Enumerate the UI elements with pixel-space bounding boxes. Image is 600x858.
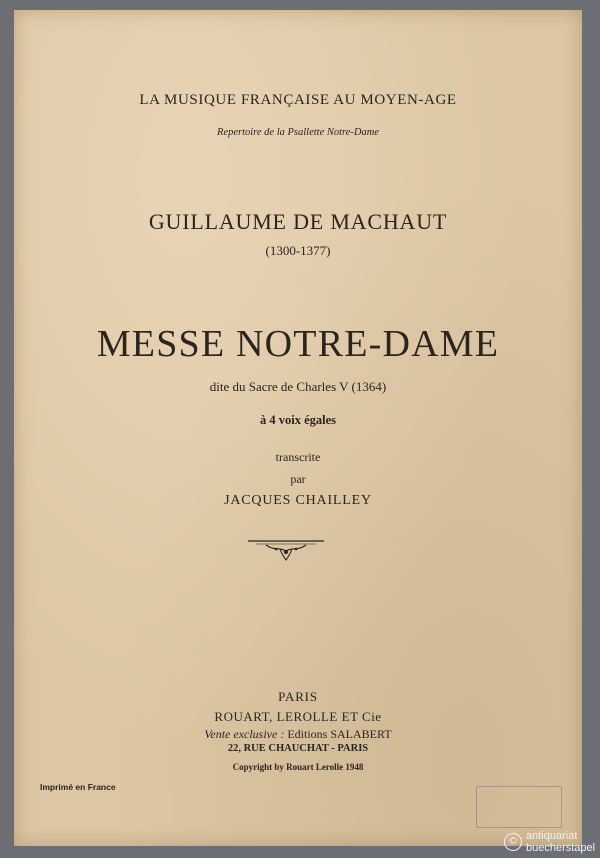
voicing: à 4 voix égales [259,413,337,427]
library-stamp [476,786,562,828]
watermark-line1: antiquariat [526,830,578,842]
watermark [504,826,595,858]
transcribed-label: transcrite [275,450,321,464]
composer-dates: (1300-1377) [265,243,331,258]
by-label: par [290,472,306,486]
watermark-line2: buecherstapel [526,842,596,854]
publisher-city: PARIS [278,689,318,704]
publisher-name: ROUART, LEROLLE ET Cie [214,709,382,724]
composer-name: GUILLAUME DE MACHAUT [148,209,448,234]
distribution-value: Editions SALABERT [287,727,392,741]
publisher-address: 22, RUE CHAUCHAT - PARIS [227,743,369,754]
transcriber-name: JACQUES CHAILLEY [224,493,372,508]
series-subtitle: Repertoire de la Psallette Notre-Dame [217,127,379,138]
work-subtitle: dite du Sacre de Charles V (1364) [209,379,387,394]
book-cover [14,10,582,846]
distribution-line [14,727,582,742]
watermark-text [526,830,595,854]
copyright-circle-icon: © [504,833,522,851]
copyright-notice: Copyright by Rouart Lerolle 1948 [232,762,364,772]
work-title: MESSE NOTRE-DAME [96,323,500,365]
ornament-icon [246,537,326,563]
imprint-notice: Imprimé en France [40,782,116,792]
distribution-label: Vente exclusive : [204,727,285,741]
series-title: LA MUSIQUE FRANÇAISE AU MOYEN-AGE [139,92,457,108]
